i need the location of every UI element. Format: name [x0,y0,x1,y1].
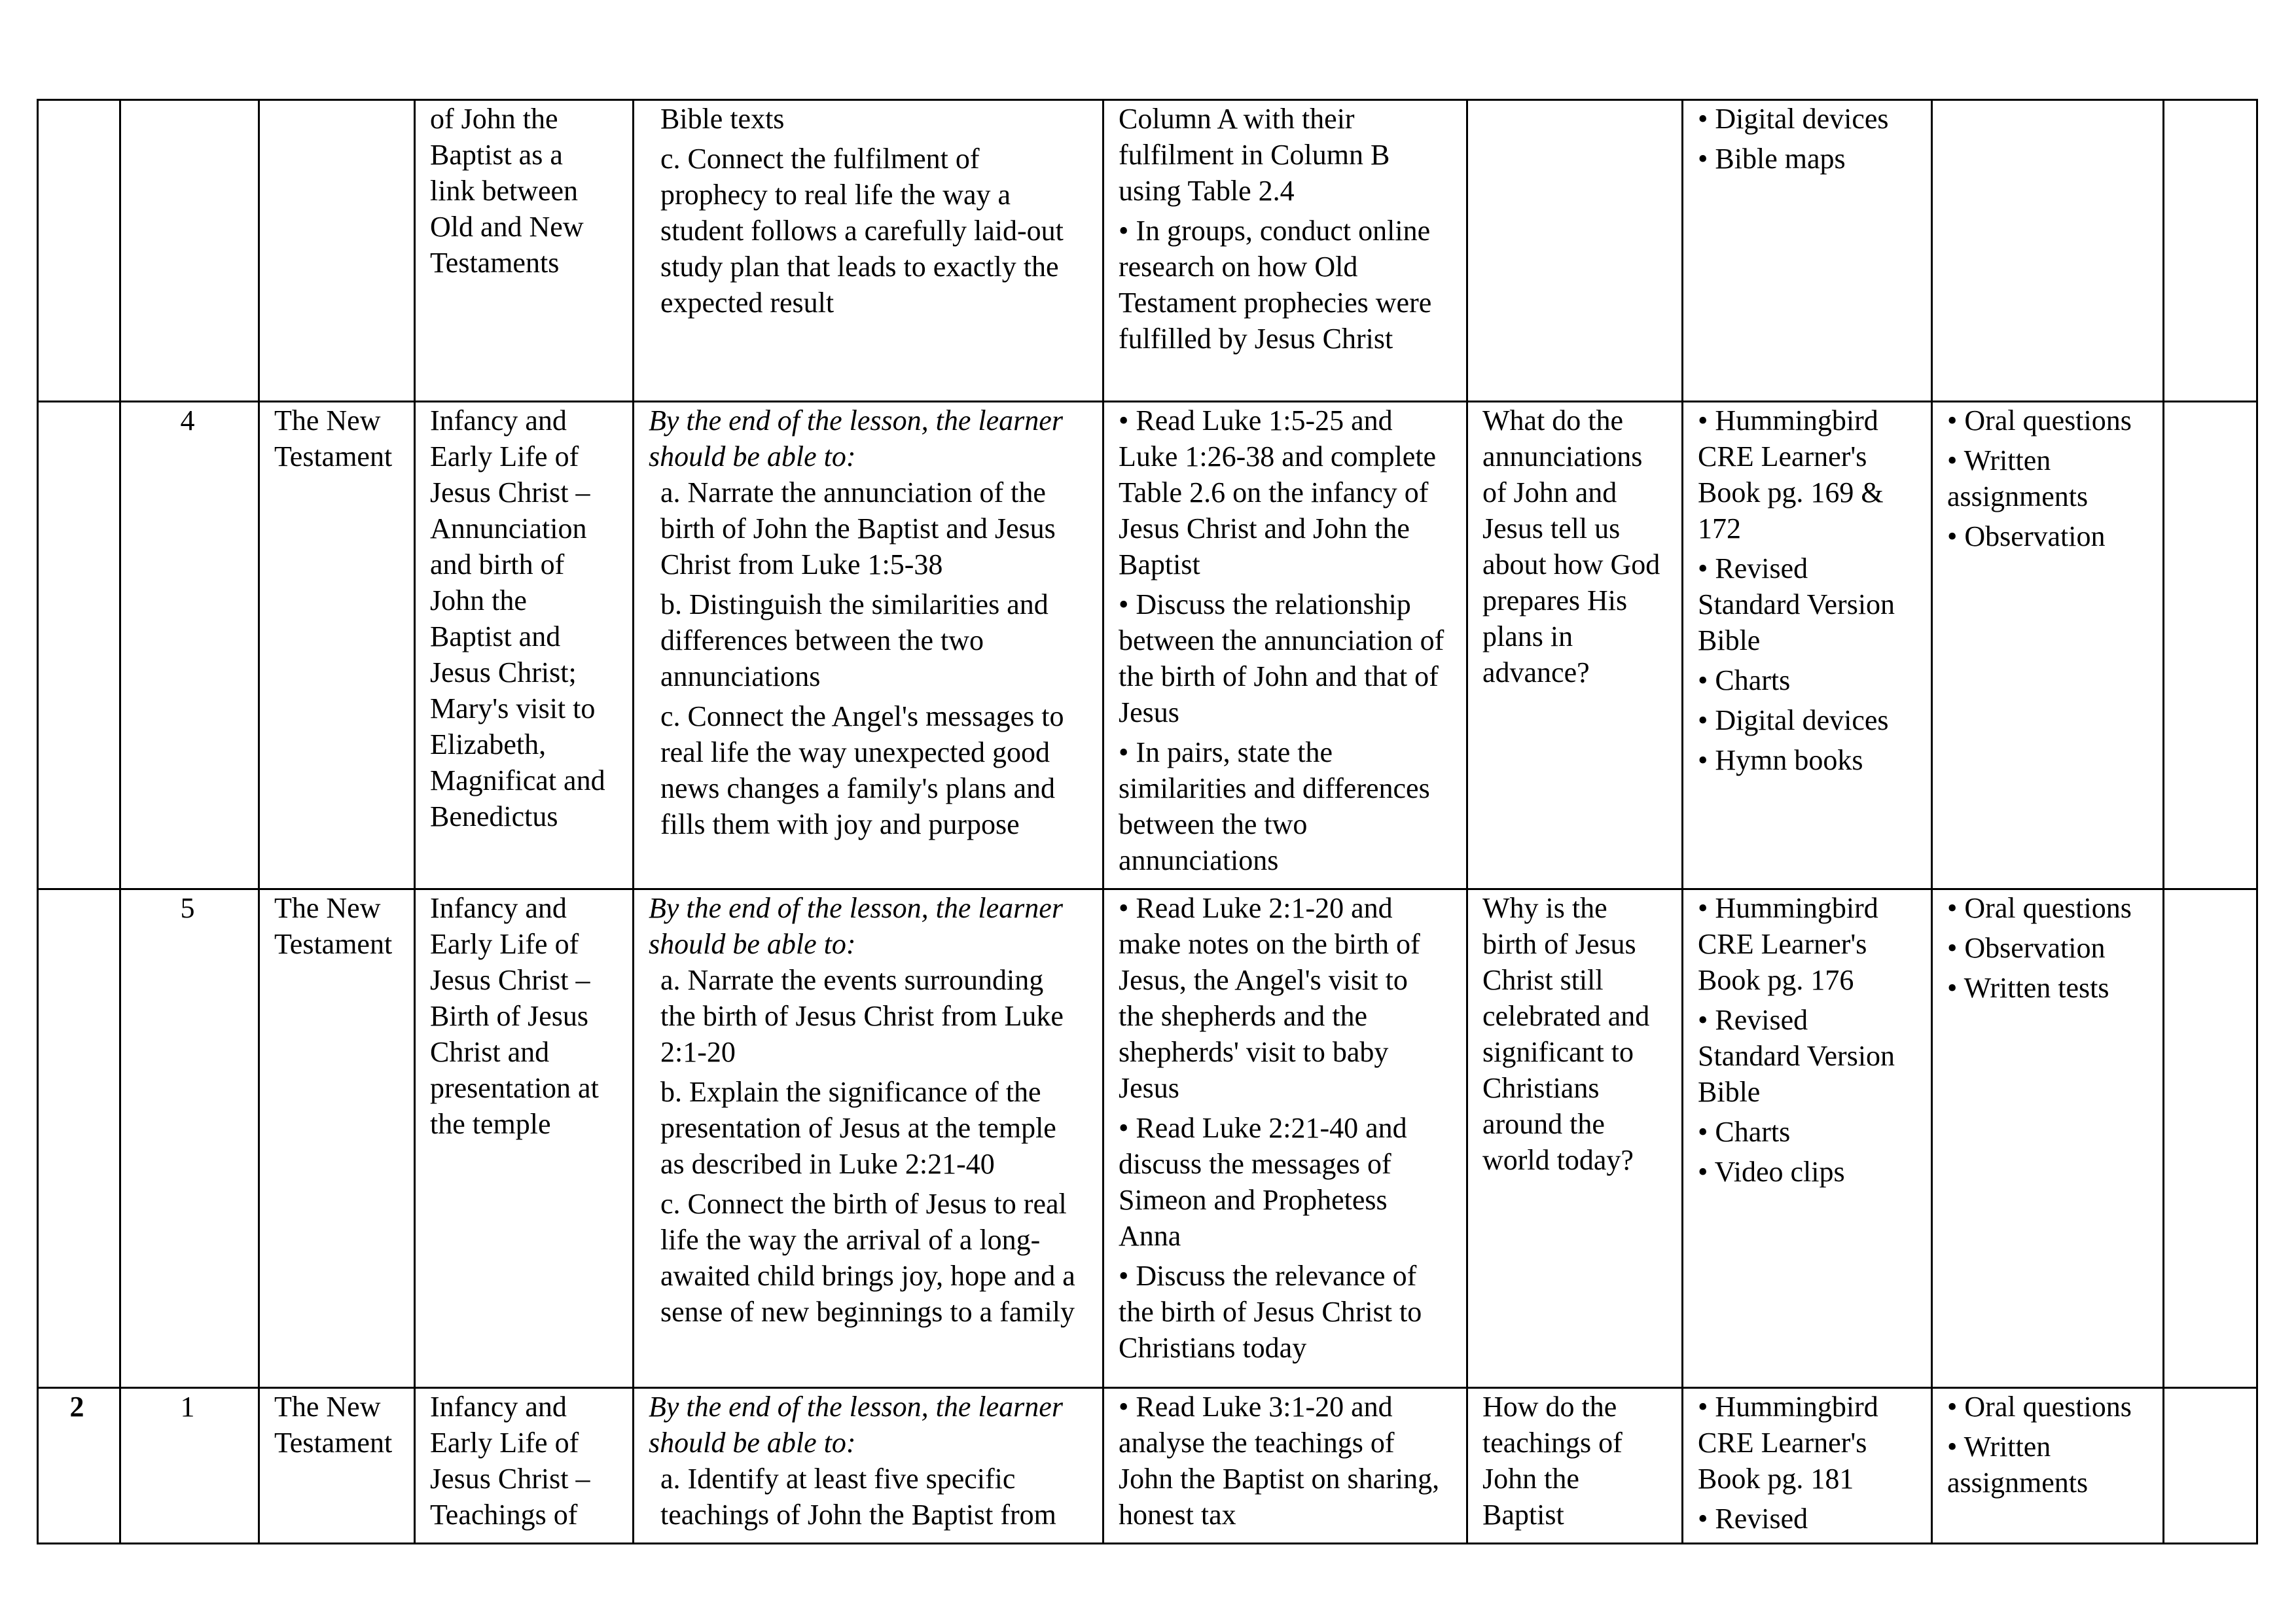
scheme-of-work-table [37,99,2258,1544]
resource-item: • Revised [1698,1503,1808,1535]
sub-strand-cell: of John the Baptist as a link between Old and New Testaments [415,100,634,402]
table-row [38,402,2257,889]
outcome-item: b. Explain the significance of the presentation of Jesus at the temple as described in Luke 2:21-40 [660,1076,1056,1180]
experience-item: • Discuss the relevance of the birth of Jesus Christ to Christians today [1119,1260,1422,1364]
lesson-cell: 1 [120,1388,259,1544]
resource-item: • Hymn books [1698,744,1863,776]
learning-outcomes-cell [634,1388,1103,1544]
resource-item: • Digital devices [1698,103,1889,135]
resource-item: • Bible maps [1698,143,1846,175]
sub-strand-cell: Infancy and Early Life of Jesus Christ – Birth of Jesus Christ and presentation at the temple [415,889,634,1388]
reflection-cell [2164,100,2257,402]
strand-cell: The New Testament [259,1388,415,1544]
outcome-item: a. Narrate the events surrounding the birth of Jesus Christ from Luke 2:1-20 [660,964,1064,1068]
strand-cell: The New Testament [259,889,415,1388]
resource-item: • Revised Standard Version Bible [1698,1004,1895,1108]
learning-outcomes-cell [634,402,1103,889]
assessment-item: • Written assignments [1947,444,2089,512]
outcome-item: c. Connect the fulfilment of prophecy to real life the way a student follows a carefully laid-out study plan that leads to exactly the expected result [660,143,1064,319]
learning-experiences-cell [1103,1388,1467,1544]
outcome-item: Bible texts [660,103,785,135]
outcome-item: c. Connect the Angel's messages to real life the way unexpected good news changes a family's plans and fills them with joy and purpose [660,700,1064,840]
key-inquiry-cell [1467,100,1683,402]
table-body [38,100,2257,1544]
assessment-item: • Oral questions [1947,1391,2132,1423]
outcomes-intro: By the end of the lesson, the learner should be able to: [649,892,1063,960]
assessment-item: • Oral questions [1947,404,2132,437]
lesson-cell [120,100,259,402]
learning-experiences-cell [1103,100,1467,402]
resource-item: • Video clips [1698,1156,1845,1188]
outcomes-intro: By the end of the lesson, the learner should be able to: [649,1391,1063,1459]
week-cell [38,402,120,889]
assessment-item: • Written assignments [1947,1431,2089,1499]
experience-item: • Read Luke 2:1-20 and make notes on the birth of Jesus, the Angel's visit to the shepherds and the shepherds' visit to baby Jesus [1119,892,1420,1104]
outcome-item: a. Identify at least five specific teachings of John the Baptist from [660,1463,1056,1531]
week-cell [38,889,120,1388]
table-row [38,1388,2257,1544]
experience-item: • In groups, conduct online research on how Old Testament prophecies were fulfilled by Jesus Christ [1119,215,1432,355]
learning-outcomes-cell [634,889,1103,1388]
reflection-cell [2164,889,2257,1388]
table-row [38,889,2257,1388]
outcome-item: c. Connect the birth of Jesus to real life the way the arrival of a long-awaited child brings joy, hope and a sense of new beginnings to a family [660,1188,1075,1328]
resource-item: • Revised Standard Version Bible [1698,552,1895,656]
outcome-item: b. Distinguish the similarities and differences between the two annunciations [660,588,1049,692]
resource-item: • Charts [1698,1116,1791,1148]
assessment-cell [1932,889,2164,1388]
assessment-cell [1932,100,2164,402]
week-cell [38,100,120,402]
resources-cell [1683,100,1932,402]
lesson-cell: 5 [120,889,259,1388]
assessment-cell [1932,1388,2164,1544]
key-inquiry-cell: Why is the birth of Jesus Christ still celebrated and significant to Christians around the world today? [1467,889,1683,1388]
strand-cell: The New Testament [259,402,415,889]
table-row [38,100,2257,402]
experience-item: • Discuss the relationship between the annunciation of the birth of John and that of Jesus [1119,588,1444,728]
outcomes-intro: By the end of the lesson, the learner should be able to: [649,404,1063,473]
resources-cell [1683,402,1932,889]
assessment-item: • Observation [1947,520,2106,552]
resource-item: • Hummingbird CRE Learner's Book pg. 169 & 172 [1698,404,1884,544]
learning-outcomes-cell [634,100,1103,402]
experience-item: • In pairs, state the similarities and differences between the two annunciations [1119,736,1430,876]
learning-experiences-cell [1103,889,1467,1388]
assessment-item: • Written tests [1947,972,2109,1004]
week-cell: 2 [38,1388,120,1544]
experience-item: • Read Luke 2:21-40 and discuss the messages of Simeon and Prophetess Anna [1119,1112,1407,1252]
assessment-cell [1932,402,2164,889]
outcome-item: a. Narrate the annunciation of the birth of John the Baptist and Jesus Christ from Luke 1:5-38 [660,476,1056,580]
key-inquiry-cell: What do the annunciations of John and Jesus tell us about how God prepares His plans in advance? [1467,402,1683,889]
strand-cell [259,100,415,402]
key-inquiry-cell: How do the teachings of John the Baptist [1467,1388,1683,1544]
sub-strand-cell: Infancy and Early Life of Jesus Christ – Annunciation and birth of John the Baptist and Jesus Christ; Mary's visit to Elizabeth, Magnificat and Benedictus [415,402,634,889]
assessment-item: • Oral questions [1947,892,2132,924]
learning-experiences-cell [1103,402,1467,889]
assessment-item: • Observation [1947,932,2106,964]
resources-cell [1683,1388,1932,1544]
resource-item: • Hummingbird CRE Learner's Book pg. 181 [1698,1391,1878,1495]
resource-item: • Charts [1698,664,1791,696]
reflection-cell [2164,1388,2257,1544]
resource-item: • Hummingbird CRE Learner's Book pg. 176 [1698,892,1878,996]
experience-item: • Read Luke 3:1-20 and analyse the teachings of John the Baptist on sharing, honest tax [1119,1391,1440,1531]
experience-item: Column A with their fulfilment in Column B using Table 2.4 [1119,103,1390,207]
resources-cell [1683,889,1932,1388]
experience-item: • Read Luke 1:5-25 and Luke 1:26-38 and complete Table 2.6 on the infancy of Jesus Christ and John the Baptist [1119,404,1437,580]
sub-strand-cell: Infancy and Early Life of Jesus Christ – Teachings of [415,1388,634,1544]
reflection-cell [2164,402,2257,889]
resource-item: • Digital devices [1698,704,1889,736]
lesson-cell: 4 [120,402,259,889]
